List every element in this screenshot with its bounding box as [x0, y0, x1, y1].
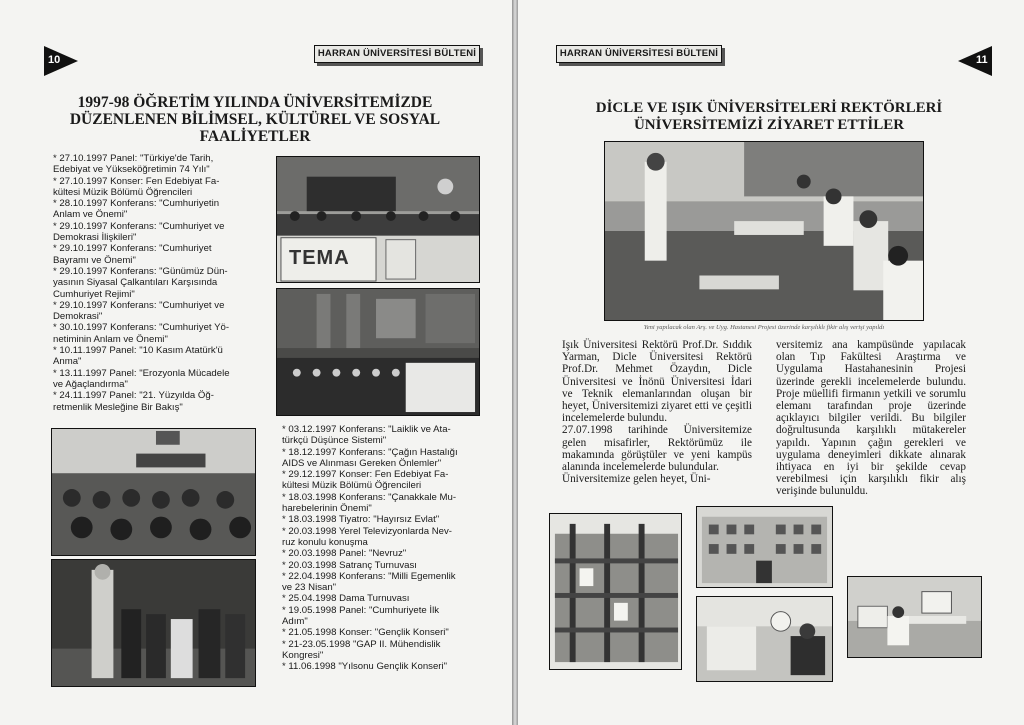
list-item: * 10.11.1997 Panel: "10 Kasım Atatürk'ü Anma" — [53, 345, 223, 368]
list-item: * 20.03.1998 Yerel Televizyonlarda Nev- ruz konulu konuşma — [282, 525, 452, 548]
photo-folk-dance — [51, 559, 256, 687]
events-list-col2 — [282, 424, 487, 673]
list-item: * 03.12.1997 Konferans: "Laiklik ve Ata- türkçü Düşünce Sistemi" — [282, 424, 451, 447]
photo-dental-clinic — [696, 596, 833, 682]
page-number-left: 10 — [44, 46, 78, 76]
photo-computer-office — [847, 576, 982, 658]
list-item: * 21-23.05.1998 "GAP II. Mühendislik Kongresi" — [282, 638, 441, 661]
photo-construction — [549, 513, 682, 670]
photo-hospital-building — [696, 506, 833, 588]
photo-audience — [51, 428, 256, 556]
right-page — [518, 0, 1024, 725]
list-item: * 21.05.1998 Konser: "Gençlik Konseri" — [282, 627, 449, 639]
list-item: * 29.10.1997 Konferans: "Cumhuriyet ve Demokrasi" — [53, 299, 225, 323]
list-item: * 27.10.1997 Panel: "Türkiye'de Tarih, Edebiyat ve Yükseköğretimin 74 Yılı" — [53, 153, 214, 176]
title-line: ÜNİVERSİTEMİZİ ZİYARET ETTİLER — [633, 117, 905, 133]
list-item: * 18.12.1997 Konferans: "Çağın Hastalığı AIDS ve Alınması Gereken Önlemler" — [282, 446, 458, 469]
list-item: * 13.11.1997 Panel: "Erozyonla Mücadele ve Ağaçlandırma" — [53, 367, 230, 390]
list-item: * 19.05.1998 Panel: "Cumhuriyete İlk Adım" — [282, 604, 439, 628]
right-article-title — [558, 100, 980, 134]
photo-caption: Yeni yapılacak olan Arş. ve Uyg. Hastanesi Projesi üzerinde karşılıklı fikir alış verişi yapıldı — [643, 324, 885, 331]
title-line: 1997-98 ÖĞRETİM YILINDA ÜNİVERSİTEMİZDE — [77, 94, 433, 111]
photo-panel-tema — [276, 156, 480, 283]
photo-meeting — [604, 141, 924, 321]
events-list-col1 — [53, 153, 268, 413]
title-line: DİCLE VE IŞIK ÜNİVERSİTELERİ REKTÖRLERİ — [595, 100, 943, 116]
article-column-1: Işık Üniversitesi Rektörü Prof.Dr. Sıddık Yarman, Dicle Üniversitesi Rektörü Prof.Dr. Mehmet Özaydın, Dicle Üniversitesi ve İnönü Üniversitesi İdari ve Teknik elemanlarından oluşan bir heyet, Üniversitemizi ziyaret etti ve çeşitli incelemelerde bulundu. 27.07.1998 tarihinde Üniversitemize gelen misafirler, Rektörümüz ile makamında görüştüler ve yeni kampüs alanında incelemelerde bulundular. Üniversitemize gelen heyet, Üni- — [562, 339, 752, 486]
list-item: * 30.10.1997 Konferans: "Cumhuriyet Yö- netiminin Anlam ve Önemi" — [53, 322, 230, 345]
list-item: * 20.03.1998 Satranç Turnuvası — [282, 559, 417, 571]
left-article-title — [40, 94, 470, 145]
list-item: * 25.04.1998 Dama Turnuvası — [282, 593, 410, 605]
list-item: * 11.06.1998 "Yılsonu Gençlik Konseri" — [282, 661, 448, 673]
bulletin-header-left: HARRAN ÜNİVERSİTESİ BÜLTENİ — [314, 45, 480, 63]
photo-concert — [276, 288, 480, 416]
title-line: FAALİYETLER — [199, 128, 311, 145]
list-item: * 22.04.1998 Konferans: "Milli Egemenlik ve 23 Nisan" — [282, 570, 456, 594]
list-item: * 29.10.1997 Konferans: "Günümüz Dün- yasının Siyasal Çalkantıları Karşısında Cumhuriyet Rejimi" — [53, 265, 228, 300]
list-item: * 18.03.1998 Konferans: "Çanakkale Mu- harebelerinin Önemi" — [282, 491, 457, 515]
list-item: * 18.03.1998 Tiyatro: "Hayırsız Evlat" — [282, 514, 440, 526]
list-item: * 27.10.1997 Konser: Fen Edebiyat Fa- kültesi Müzik Bölümü Öğrencileri — [53, 175, 220, 198]
list-item: * 29.12.1997 Konser: Fen Edebiyat Fa- kültesi Müzik Bölümü Öğrencileri — [282, 469, 449, 492]
tema-banner-text: TEMA — [289, 247, 350, 269]
list-item: * 29.10.1997 Konferans: "Cumhuriyet ve Demokrasi İlişkileri" — [53, 220, 225, 244]
list-item: * 20.03.1998 Panel: "Nevruz" — [282, 548, 407, 560]
article-column-2: versitemiz ana kampüsünde yapılacak olan Tıp Fakültesi Araştırma ve Uygulama Hastahanesinin Projesi üzerinde gerekli incelemelerde bulundu. Proje müellifi firmanın yetkili ve sorumlu elemanı tarafından proje üzerinde açıklayıcı bilgiler verildi. Bu bilgiler doğrultusunda karşılıklı mütakereler yapıldı. Yapının çağın gerekleri ve uygulama deneyimleri dikkate alınarak ihtiyaca en iyi bir şekilde cevap verebilmesi için karşılıklı fikir alış verişinde bulunuldu. — [776, 339, 966, 498]
title-line: DÜZENLENEN BİLİMSEL, KÜLTÜREL VE SOSYAL — [69, 111, 441, 128]
page-number-right: 11 — [958, 46, 992, 76]
bulletin-header-right: HARRAN ÜNİVERSİTESİ BÜLTENİ — [556, 45, 722, 63]
list-item: * 24.11.1997 Panel: "21. Yüzyılda Öğ- retmenlik Mesleğine Bir Bakış" — [53, 390, 214, 413]
list-item: * 29.10.1997 Konferans: "Cumhuriyet Bayramı ve Önemi" — [53, 243, 212, 266]
list-item: * 28.10.1997 Konferans: "Cumhuriyetin Anlam ve Önemi" — [53, 198, 220, 221]
